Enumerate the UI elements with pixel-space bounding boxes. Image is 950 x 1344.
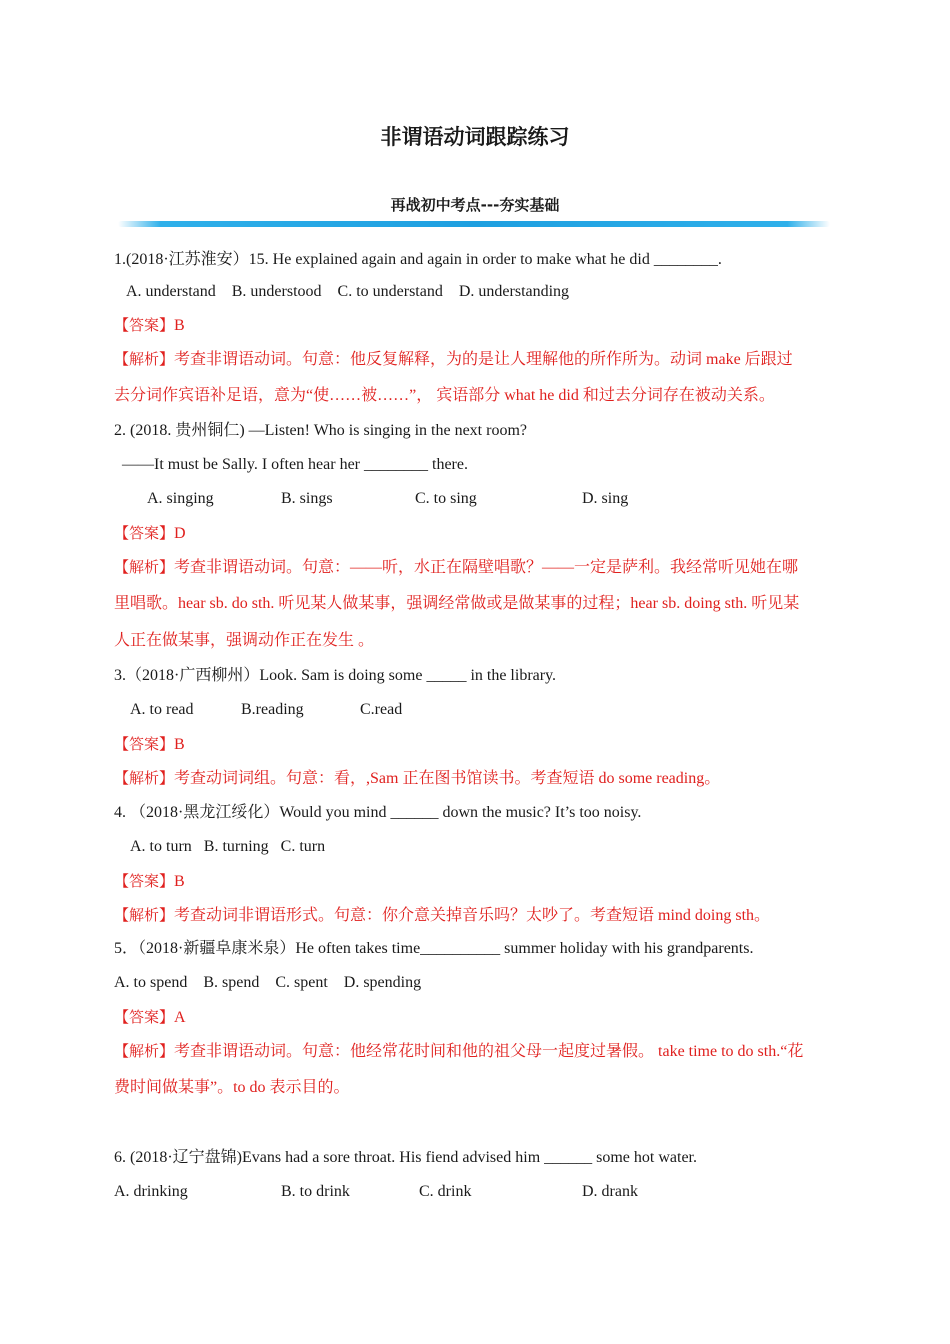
analysis-text: 考查非谓语动词。句意：——听，水正在隔壁唱歌？——一定是萨利。我经常听见她在哪	[174, 559, 799, 576]
q3-option-a: A. to read	[130, 701, 194, 718]
q5-stem: 5．（2018·新疆阜康米泉）He often takes time__________ summer holiday with his grandparents.	[114, 940, 754, 957]
q5-options: A. to spend B. spend C. spent D. spending	[114, 974, 422, 991]
q5-analysis-line-2: 费时间做某事”。to do 表示目的。	[114, 1079, 350, 1096]
analysis-label: 【解析】	[114, 1042, 175, 1060]
answer-label: 【答案】	[114, 872, 175, 890]
answer-label: 【答案】	[114, 524, 175, 542]
q3-analysis-line-1	[114, 768, 720, 789]
analysis-text: 考查非谓语动词。句意：他经常花时间和他的祖父母一起度过暑假。 take time to do sth.“花	[174, 1043, 804, 1060]
analysis-text: 考查非谓语动词。句意：他反复解释，为的是让人理解他的所作所为。动词 make 后跟过	[174, 351, 793, 368]
q3-stem: 3.（2018·广西柳州）Look. Sam is doing some _____ in the library.	[114, 667, 557, 684]
answer-value: A	[174, 1009, 186, 1026]
answer-value: B	[174, 736, 185, 753]
analysis-label: 【解析】	[114, 558, 175, 576]
q4-stem: 4. （2018·黑龙江绥化）Would you mind ______ down the music? It’s too noisy.	[114, 804, 642, 821]
q6-option-a: A. drinking	[114, 1183, 188, 1200]
answer-label: 【答案】	[114, 1008, 175, 1026]
q1-options: A. understand B. understood C. to understand D. understanding	[126, 283, 570, 300]
q6-stem: 6. (2018·辽宁盘锦)Evans had a sore throat. His fiend advised him ______ some hot water.	[114, 1149, 698, 1166]
analysis-label: 【解析】	[114, 769, 175, 787]
q5-analysis-line-1	[114, 1041, 803, 1062]
q3-answer	[114, 734, 185, 755]
divider-rule	[118, 221, 830, 227]
answer-value: B	[174, 873, 185, 890]
q2-option-a: A. singing	[147, 490, 214, 507]
q2-answer	[114, 523, 186, 544]
analysis-label: 【解析】	[114, 906, 175, 924]
q3-option-b: B.reading	[241, 701, 304, 718]
q2-analysis-line-3: 人正在做某事，强调动作正在发生 。	[114, 632, 375, 649]
analysis-text: 考查动词词组。句意：看，,Sam 正在图书馆读书。考查短语 do some reading。	[174, 770, 721, 787]
analysis-text: 考查动词非谓语形式。句意：你介意关掉音乐吗？太吵了。考查短语 mind doing sth。	[174, 907, 771, 924]
q2-stem-reply: ——It must be Sally. I often hear her ________ there.	[122, 456, 468, 473]
q6-option-d: D. drank	[582, 1183, 638, 1200]
answer-label: 【答案】	[114, 316, 175, 334]
q1-analysis-line-1	[114, 349, 793, 370]
q2-option-c: C. to sing	[415, 490, 477, 507]
q4-analysis-line-1	[114, 905, 770, 926]
section-subtitle: 再战初中考点---夯实基础	[390, 196, 560, 214]
q1-answer	[114, 315, 185, 336]
q6-option-b: B. to drink	[281, 1183, 350, 1200]
q2-option-d: D. sing	[582, 490, 629, 507]
q5-answer	[114, 1007, 186, 1028]
q2-stem: 2. (2018. 贵州铜仁) —Listen! Who is singing in the next room?	[114, 422, 527, 439]
q2-analysis-line-2: 里唱歌。hear sb. do sth. 听见某人做某事，强调经常做或是做某事的过程；hear sb. doing sth. 听见某	[114, 595, 800, 612]
q1-stem: 1.(2018·江苏淮安）15. He explained again and again in order to make what he did ________.	[114, 251, 722, 268]
answer-value: B	[174, 317, 185, 334]
q3-option-c: C.read	[360, 701, 403, 718]
page-title: 非谓语动词跟踪练习	[380, 125, 570, 149]
analysis-label: 【解析】	[114, 350, 175, 368]
answer-value: D	[174, 525, 186, 542]
q4-options: A. to turn B. turning C. turn	[130, 838, 326, 855]
q2-option-b: B. sings	[281, 490, 333, 507]
q1-analysis-line-2: 去分词作宾语补足语，意为“使……被……”， 宾语部分 what he did 和过去分词存在被动关系。	[114, 387, 775, 404]
q4-answer	[114, 871, 185, 892]
answer-label: 【答案】	[114, 735, 175, 753]
q2-analysis-line-1	[114, 557, 798, 578]
q6-option-c: C. drink	[419, 1183, 472, 1200]
